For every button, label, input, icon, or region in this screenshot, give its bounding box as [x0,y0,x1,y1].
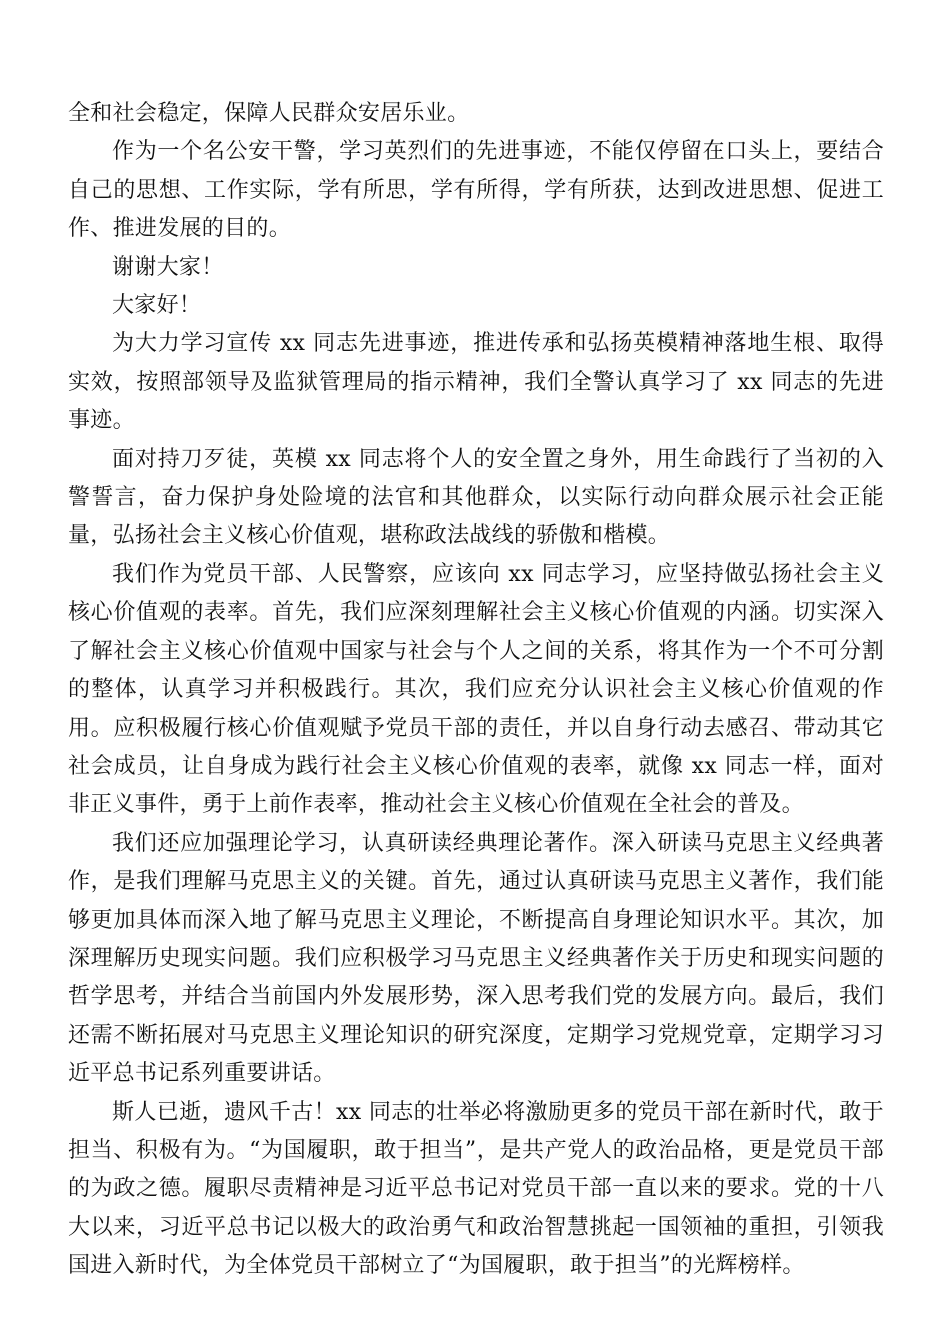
paragraph-8: 我们还应加强理论学习，认真研读经典理论著作。深入研读马克思主义经典著作，是我们理解马克思主义的关键。首先，通过认真研读马克思主义著作，我们能够更加具体而深入地了解马克思主义理论，不断提高自身理论知识水平。其次，加深理解历史现实问题。我们应积极学习马克思主义经典著作关于历史和现实问题的哲学思考，并结合当前国内外发展形势，深入思考我们党的发展方向。最后，我们还需不断拓展对马克思主义理论知识的研究深度，定期学习党规党章，定期学习习近平总书记系列重要讲话。 [68,830,884,1087]
document-body [68,95,884,1286]
paragraph-6: 面对持刀歹徒，英模 xx 同志将个人的安全置之身外，用生命践行了当初的入警誓言，奋力保护身处险境的法官和其他群众，以实际行动向群众展示社会正能量，弘扬社会主义核心价值观，堪称政法战线的骄傲和楷模。 [68,446,884,549]
paragraph-5: 为大力学习宣传 xx 同志先进事迹，推进传承和弘扬英模精神落地生根、取得实效，按照部领导及监狱管理局的指示精神，我们全警认真学习了 xx 同志的先进事迹。 [68,331,884,434]
paragraph-3: 谢谢大家！ [112,254,224,280]
paragraph-7: 我们作为党员干部、人民警察，应该向 xx 同志学习，应坚持做弘扬社会主义核心价值观的表率。首先，我们应深刻理解社会主义核心价值观的内涵。切实深入了解社会主义核心价值观中国家与社会与个人之间的关系，将其作为一个不可分割的整体，认真学习并积极践行。其次，我们应充分认识社会主义核心价值观的作用。应积极履行核心价值观赋予党员干部的责任，并以自身行动去感召、带动其它社会成员，让自身成为践行社会主义核心价值观的表率，就像 xx 同志一样，面对非正义事件，勇于上前作表率，推动社会主义核心价值观在全社会的普及。 [68,561,884,818]
paragraph-9: 斯人已逝，遗风千古！xx 同志的壮举必将激励更多的党员干部在新时代，敢于担当、积极有为。“为国履职，敢于担当”，是共产党人的政治品格，更是党员干部的为政之德。履职尽责精神是习近平总书记对党员干部一直以来的要求。党的十八大以来，习近平总书记以极大的政治勇气和政治智慧挑起一国领袖的重担，引领我国进入新时代，为全体党员干部树立了“为国履职，敢于担当”的光辉榜样。 [68,1099,884,1279]
paragraph-2: 作为一个名公安干警，学习英烈们的先进事迹，不能仅停留在口头上，要结合自己的思想、工作实际，学有所思，学有所得，学有所获，达到改进思想、促进工作、推进发展的目的。 [68,139,884,242]
paragraph-1: 全和社会稳定，保障人民群众安居乐业。 [68,101,470,126]
paragraph-4: 大家好！ [112,293,202,319]
